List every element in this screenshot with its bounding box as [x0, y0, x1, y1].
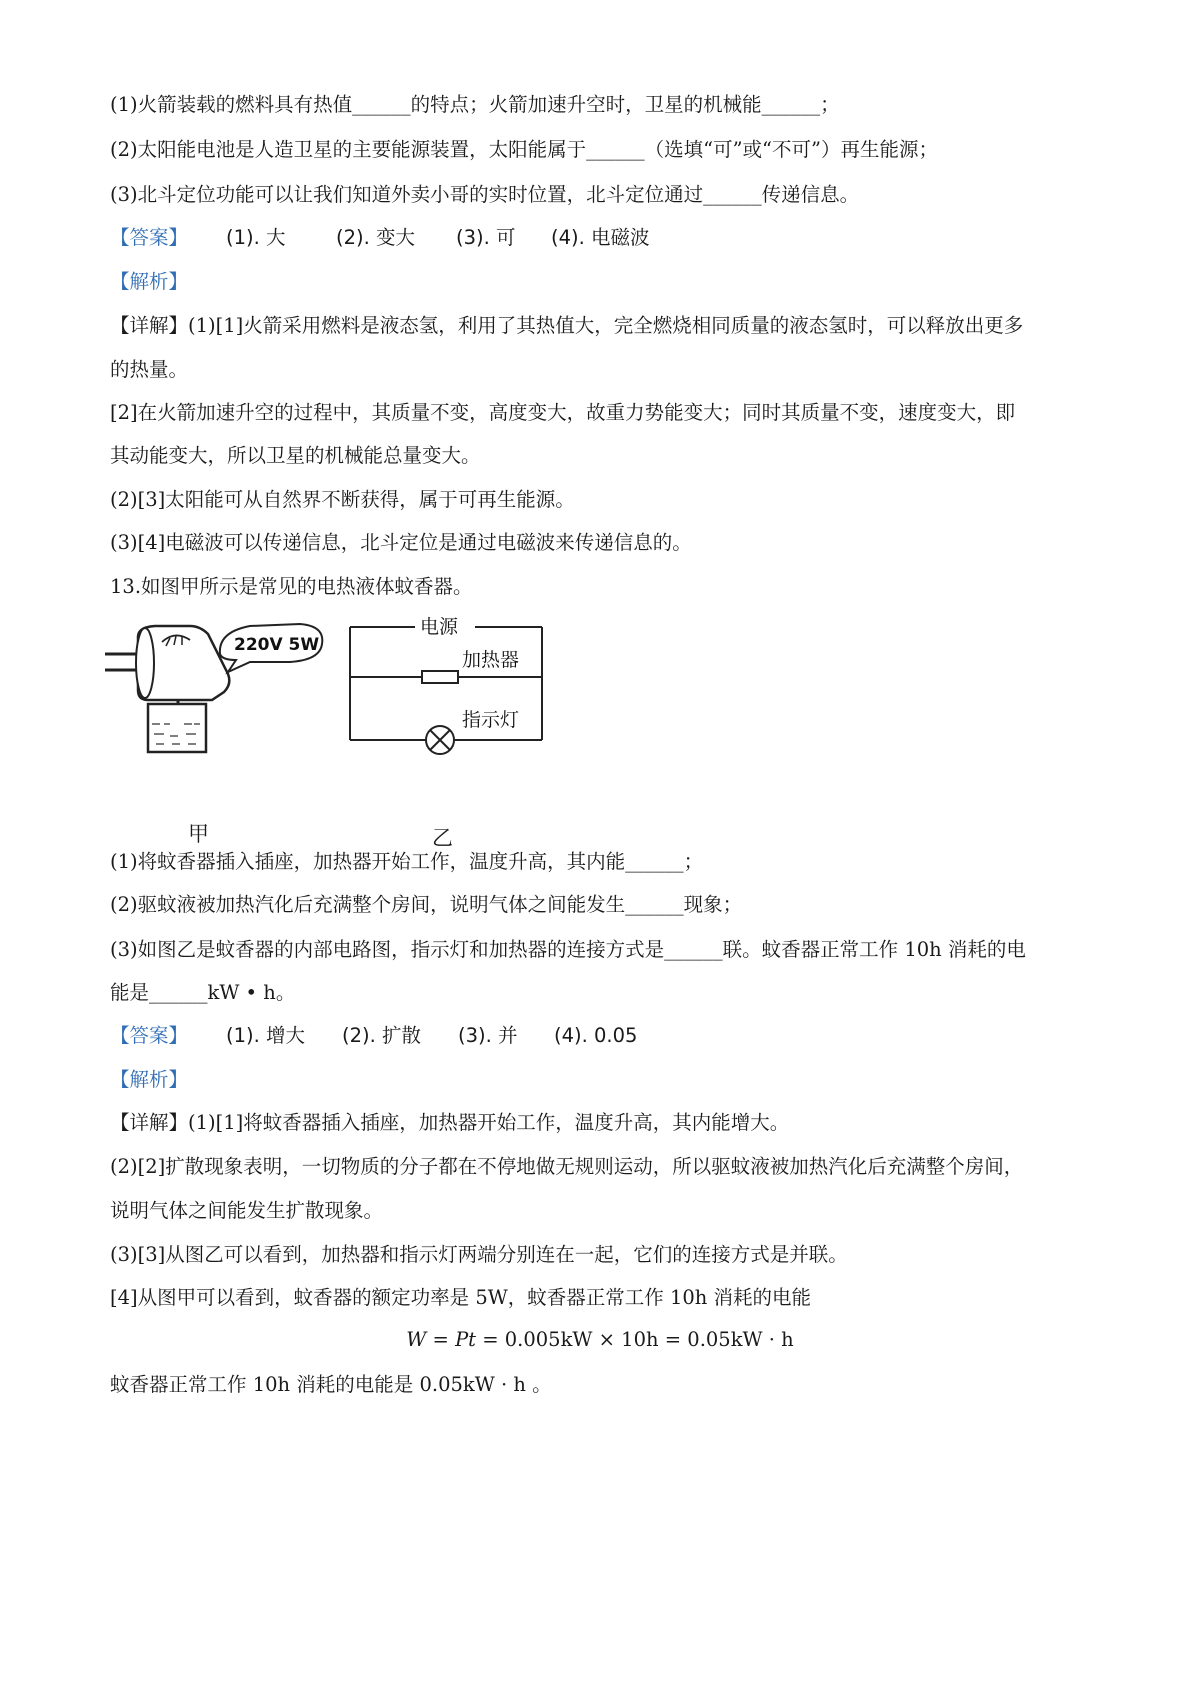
q12-answer-3: (3). 可	[456, 226, 516, 249]
q13-answer-4: (4). 0.05	[554, 1024, 638, 1047]
liquid-bottle	[148, 704, 206, 752]
eq-Pt: Pt	[455, 1328, 477, 1351]
q13-stem: 13.如图甲所示是常见的电热液体蚊香器。	[110, 575, 473, 598]
answer-tag: 【答案】	[110, 226, 189, 249]
figure-label-yi: 乙	[432, 826, 453, 850]
q12-analysis-tag: 【解析】	[110, 270, 189, 293]
q12-answer-2: (2). 变大	[336, 226, 416, 249]
energy-equation	[0, 1325, 1200, 1355]
heater-label: 加热器	[462, 649, 520, 671]
q13-detail-4: [4]从图甲可以看到，蚊香器的额定功率是 5W，蚊香器正常工作 10h 消耗的电能	[110, 1286, 812, 1309]
q13-answer-1: (1). 增大	[226, 1024, 306, 1047]
lamp-label: 指示灯	[462, 709, 520, 731]
power-source-label: 电源	[420, 616, 459, 638]
figure-yi-circuit	[340, 612, 600, 762]
q13-answer-3: (3). 并	[458, 1024, 518, 1047]
q12-part2: (2)太阳能电池是人造卫星的主要能源装置，太阳能属于______（选填“可”或“不可”）再生能源；	[110, 138, 938, 161]
figure-jia-device	[100, 612, 340, 762]
eq-equals: =	[426, 1328, 456, 1351]
q13-analysis-tag: 【解析】	[110, 1068, 189, 1091]
q12-detail-3: (2)[3]太阳能可从自然界不断获得，属于可再生能源。	[110, 488, 575, 511]
q13-answer-2: (2). 扩散	[342, 1024, 422, 1047]
eq-W: W	[406, 1328, 427, 1351]
q12-answer-4: (4). 电磁波	[551, 226, 650, 249]
q13-part1: (1)将蚊香器插入插座，加热器开始工作，温度升高，其内能______；	[110, 850, 704, 873]
q13-detail-3: (3)[3]从图乙可以看到，加热器和指示灯两端分别连在一起，它们的连接方式是并联。	[110, 1243, 848, 1266]
heater-resistor	[422, 671, 458, 683]
eq-rest: = 0.005kW × 10h = 0.05kW · h	[476, 1328, 794, 1351]
q12-detail-2a: [2]在火箭加速升空的过程中，其质量不变，高度变大，故重力势能变大；同时其质量不变，速度变大，即	[110, 401, 1016, 424]
figure-label-jia: 甲	[188, 822, 209, 846]
q13-conclusion: 蚊香器正常工作 10h 消耗的电能是 0.05kW · h 。	[110, 1373, 552, 1396]
q12-part3: (3)北斗定位功能可以让我们知道外卖小哥的实时位置，北斗定位通过______传递信息。	[110, 183, 860, 206]
q12-detail-1b: 的热量。	[110, 358, 189, 381]
answer-tag: 【答案】	[110, 1024, 189, 1047]
q13-part2: (2)驱蚊液被加热汽化后充满整个房间，说明气体之间能发生______现象；	[110, 893, 743, 916]
q12-detail-1a: 【详解】(1)[1]火箭采用燃料是液态氢，利用了其热值大，完全燃烧相同质量的液态氢时，可以释放出更多	[110, 314, 1024, 337]
q12-answer-1: (1). 大	[226, 226, 286, 249]
spec-text: 220V 5W	[234, 635, 320, 655]
q13-detail-2b: 说明气体之间能发生扩散现象。	[110, 1199, 384, 1222]
q12-part1: (1)火箭装载的燃料具有热值______的特点；火箭加速升空时，卫星的机械能______；	[110, 93, 840, 116]
q12-detail-4: (3)[4]电磁波可以传递信息，北斗定位是通过电磁波来传递信息的。	[110, 531, 692, 554]
q13-part3a: (3)如图乙是蚊香器的内部电路图，指示灯和加热器的连接方式是______联。蚊香器正常工作 10h 消耗的电	[110, 938, 1026, 961]
q13-part3b: 能是______kW • h。	[110, 981, 296, 1004]
q13-detail-2a: (2)[2]扩散现象表明，一切物质的分子都在不停地做无规则运动，所以驱蚊液被加热汽化后充满整个房间，	[110, 1155, 1024, 1178]
device-face	[136, 628, 154, 698]
q12-answer-row	[110, 223, 1110, 253]
q13-detail-1: 【详解】(1)[1]将蚊香器插入插座，加热器开始工作，温度升高，其内能增大。	[110, 1111, 790, 1134]
q12-detail-2b: 其动能变大，所以卫星的机械能总量变大。	[110, 444, 481, 467]
q13-answer-row	[110, 1021, 1110, 1051]
